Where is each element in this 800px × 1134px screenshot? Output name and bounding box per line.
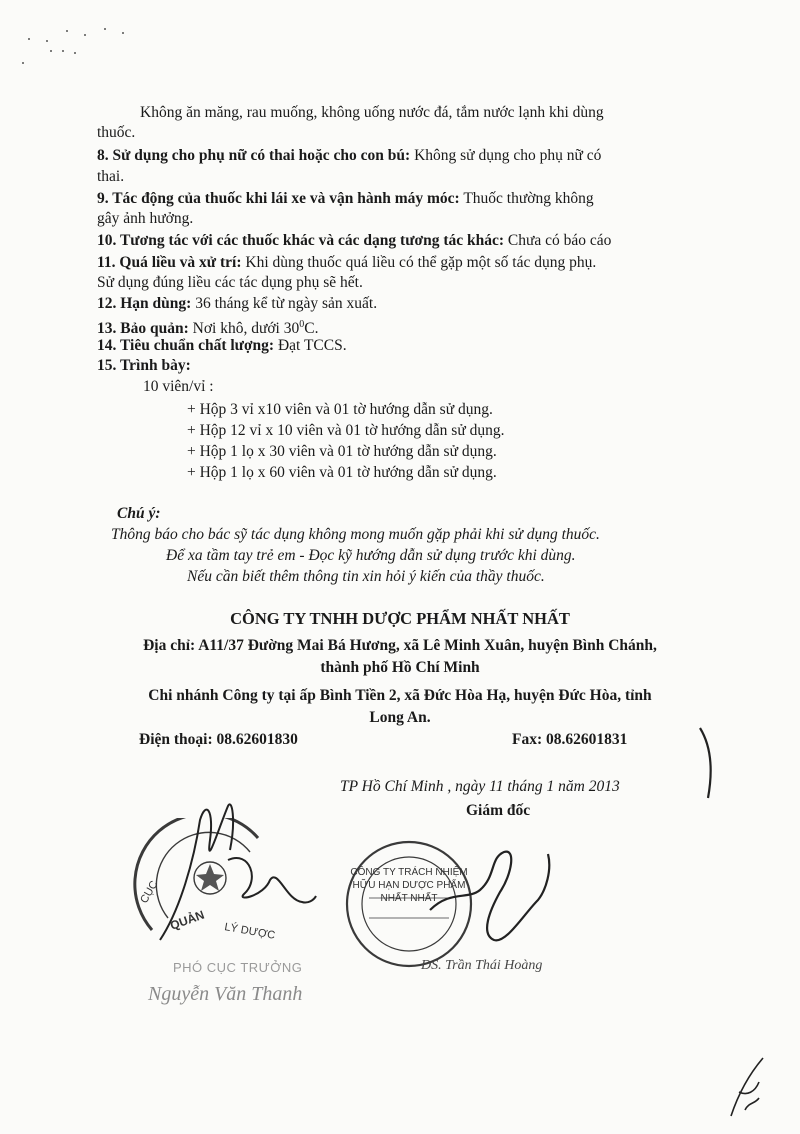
section15-subheading: 10 viên/vỉ :: [143, 378, 214, 395]
section8-heading: 8. Sử dụng cho phụ nữ có thai hoặc cho con bú:: [97, 147, 411, 164]
margin-bracket-mark: [694, 724, 724, 804]
company-phone: [139, 730, 298, 750]
approver-name: Nguyễn Văn Thanh: [148, 983, 303, 1005]
note-line: Để xa tầm tay trẻ em - Đọc kỹ hướng dẫn sử dụng trước khi dùng.: [166, 547, 576, 564]
section9: [97, 189, 594, 209]
approver-title: PHÓ CỤC TRƯỞNG: [173, 960, 303, 975]
section12: [97, 294, 377, 314]
section12-heading: 12. Hạn dùng:: [97, 295, 192, 312]
note-title: Chú ý:: [117, 505, 161, 522]
section15-heading: 15. Trình bày:: [97, 357, 191, 374]
company-stamp-text: CÔNG TY TRÁCH NHIỆM HỮU HẠN DƯỢC PHẨM NHẤT NHẤT: [350, 867, 468, 904]
approver-signature: [140, 790, 320, 950]
section7-text-line1: Không ăn măng, rau muống, không uống nước đá, tắm nước lạnh khi dùng: [140, 104, 604, 121]
package-item: + Hộp 1 lọ x 60 viên và 01 tờ hướng dẫn sử dụng.: [187, 464, 497, 481]
agency-stamp-text: LÝ DƯỢC: [223, 921, 277, 942]
section14-heading: 14. Tiêu chuẩn chất lượng:: [97, 337, 275, 354]
section8-text-line2: thai.: [97, 168, 125, 185]
section12-text: 36 tháng kể từ ngày sản xuất.: [191, 295, 378, 312]
section13-heading: 13. Bảo quản:: [97, 320, 189, 338]
note-line: Thông báo cho bác sỹ tác dụng không mong muốn gặp phải khi sử dụng thuốc.: [111, 526, 600, 543]
initial-mark: [725, 1052, 770, 1122]
section8-text: Không sử dụng cho phụ nữ có: [410, 147, 602, 164]
section14: [97, 336, 347, 356]
company-fax: [512, 730, 627, 750]
company-branch-line2: Long An.: [369, 709, 431, 726]
section10-text: Chưa có báo cáo: [504, 232, 612, 249]
fax-text: Fax: 08.62601831: [512, 731, 628, 748]
section9-text: Thuốc thường không: [459, 190, 594, 207]
section11-text-line2: Sử dụng đúng liều các tác dụng phụ sẽ hết.: [97, 274, 363, 291]
section9-text-line2: gây ảnh hưởng.: [97, 210, 194, 227]
company-name: CÔNG TY TNHH DƯỢC PHẨM NHẤT NHẤT: [230, 609, 570, 628]
section14-text: Đạt TCCS.: [274, 337, 347, 354]
agency-stamp-text: QUẢN: [168, 907, 207, 933]
section7-text-line2: thuốc.: [97, 124, 136, 141]
signing-place-date: TP Hồ Chí Minh , ngày 11 tháng 1 năm 2013: [340, 778, 620, 795]
phone-text: Điện thoại: 08.62601830: [139, 731, 298, 748]
company-address-line1: Địa chỉ: A11/37 Đường Mai Bá Hương, xã Lê Minh Xuân, huyện Bình Chánh,: [143, 637, 657, 654]
section11: [97, 253, 596, 273]
package-item: + Hộp 3 vỉ x10 viên và 01 tờ hướng dẫn sử dụng.: [187, 401, 493, 418]
note-line: Nếu cần biết thêm thông tin xin hỏi ý kiến của thầy thuốc.: [187, 568, 545, 585]
section9-heading: 9. Tác động của thuốc khi lái xe và vận hành máy móc:: [97, 190, 460, 207]
section10-heading: 10. Tương tác với các thuốc khác và các dạng tương tác khác:: [97, 232, 505, 249]
company-address-line2: thành phố Hồ Chí Minh: [320, 659, 480, 676]
director-signature: [420, 830, 560, 950]
section10: [97, 231, 611, 251]
company-branch-line1: Chi nhánh Công ty tại ấp Bình Tiền 2, xã Đức Hòa Hạ, huyện Đức Hòa, tỉnh: [148, 687, 652, 704]
signing-role: Giám đốc: [466, 802, 531, 819]
director-name: DS. Trần Thái Hoàng: [421, 958, 543, 973]
section11-text: Khi dùng thuốc quá liều có thể gặp một số tác dụng phụ.: [241, 254, 597, 271]
package-item: + Hộp 1 lọ x 30 viên và 01 tờ hướng dẫn sử dụng.: [187, 443, 497, 460]
section13-text: Nơi khô, dưới 30: [188, 320, 300, 338]
section13-superscript: 0: [299, 319, 305, 330]
section13-text-unit: C.: [304, 320, 319, 338]
section11-heading: 11. Quá liều và xử trí:: [97, 254, 242, 271]
agency-stamp-text: CỤC: [138, 878, 161, 906]
section8: [97, 146, 601, 166]
package-item: + Hộp 12 vỉ x 10 viên và 01 tờ hướng dẫn sử dụng.: [187, 422, 505, 439]
